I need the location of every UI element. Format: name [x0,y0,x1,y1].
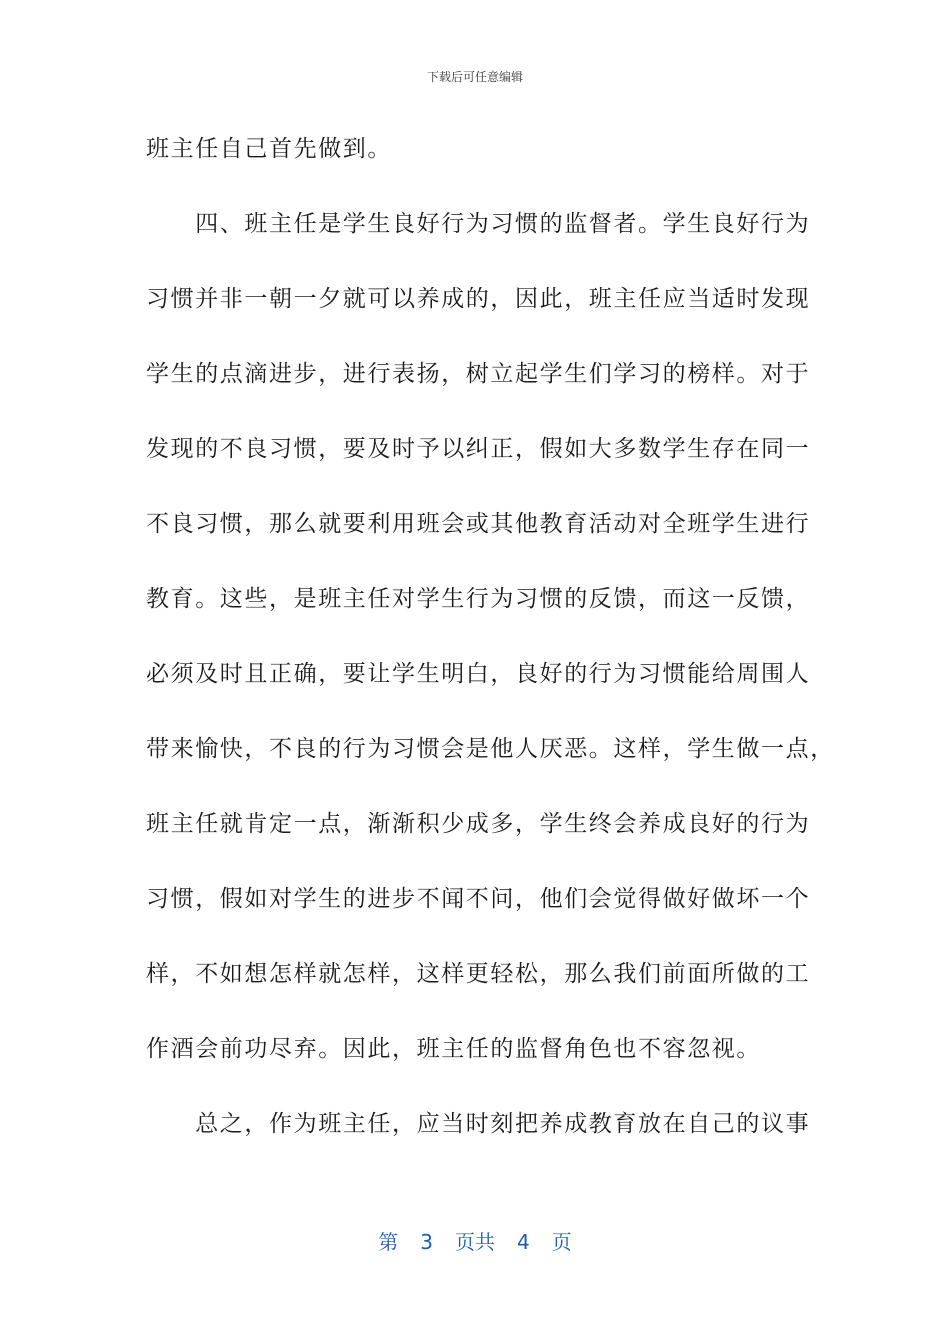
body-line-12: 样，不如想怎样就怎样，这样更轻松，那么我们前面所做的工 [146,961,811,987]
total-pages-number: 4 [517,1230,530,1254]
page-footer [0,1226,950,1255]
body-line-10: 班主任就肯定一点，渐渐积少成多，学生终会养成良好的行为 [146,811,811,837]
page-prefix: 第 [378,1230,399,1254]
body-line-11: 习惯，假如对学生的进步不闻不问，他们会觉得做好做坏一个 [146,886,811,912]
body-line-6: 不良习惯，那么就要利用班会或其他教育活动对全班学生进行 [146,511,811,537]
body-line-5: 发现的不良习惯，要及时予以纠正，假如大多数学生存在同一 [146,436,811,462]
body-line-7: 教育。这些，是班主任对学生行为习惯的反馈，而这一反馈， [146,586,811,612]
body-line-9: 带来愉快，不良的行为习惯会是他人厌恶。这样，学生做一点， [146,736,835,762]
body-line-4: 学生的点滴进步，进行表扬，树立起学生们学习的榜样。对于 [146,361,811,387]
current-page-number: 3 [420,1230,433,1254]
body-line-1: 班主任自己首先做到。 [146,136,392,162]
header-note: 下载后可任意编辑 [426,70,523,84]
body-line-2: 四、班主任是学生良好行为习惯的监督者。学生良好行为 [146,211,811,237]
body-line-3: 习惯并非一朝一夕就可以养成的，因此，班主任应当适时发现 [146,286,811,312]
page-middle: 页共 [455,1230,495,1254]
body-line-13: 作酒会前功尽弃。因此，班主任的监督角色也不容忽视。 [146,1036,761,1062]
body-line-14: 总之，作为班主任，应当时刻把养成教育放在自己的议事 [146,1111,811,1137]
body-line-8: 必须及时且正确，要让学生明白，良好的行为习惯能给周围人 [146,661,811,687]
page-suffix: 页 [551,1230,572,1254]
